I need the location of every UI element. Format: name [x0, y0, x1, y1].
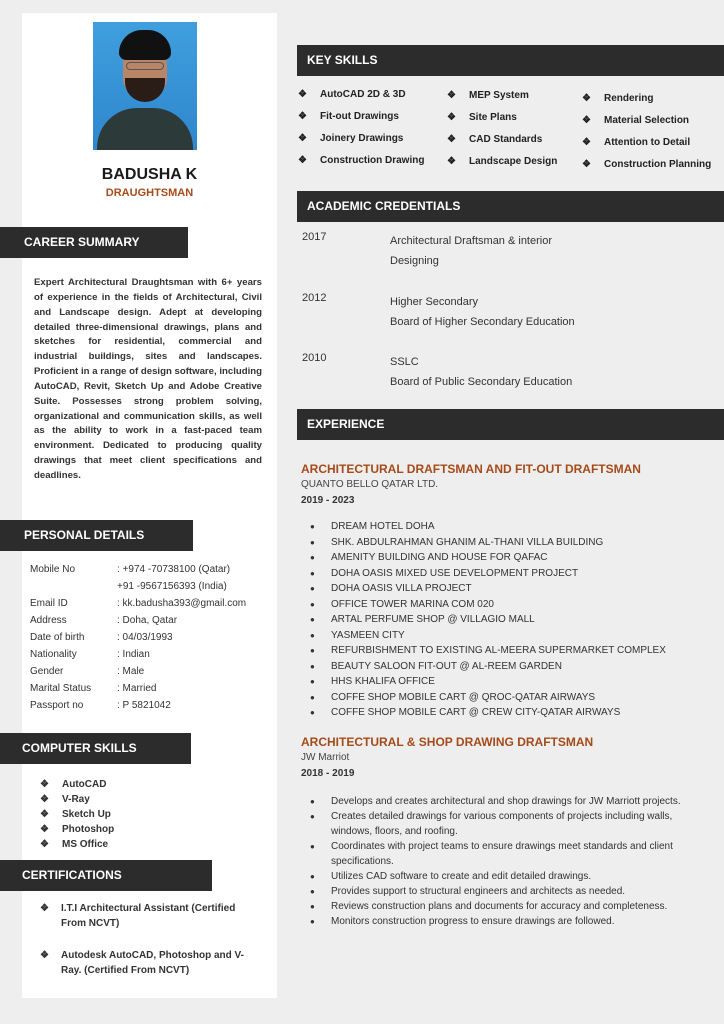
academic-year: 2017 — [302, 231, 327, 243]
personal-detail-row — [30, 646, 267, 663]
diamond-bullet-icon: ❖ — [40, 903, 49, 914]
bullet-dot-icon: ● — [310, 677, 315, 686]
academic-year: 2010 — [302, 352, 327, 364]
bullet-dot-icon: ● — [310, 646, 315, 655]
project-item-text: COFFE SHOP MOBILE CART @ CREW CITY-QATAR AIRWAYS — [331, 707, 621, 718]
project-item-text: DOHA OASIS MIXED USE DEVELOPMENT PROJECT — [331, 567, 579, 579]
key-skill-label: Construction Drawing — [320, 155, 425, 166]
personal-detail-value: : +974 -70738100 (Qatar) — [117, 564, 231, 575]
computer-skill-label: MS Office — [62, 839, 109, 850]
personal-detail-label: Marital Status — [30, 683, 92, 694]
personal-detail-label: Passport no — [30, 700, 84, 711]
diamond-bullet-icon: ❖ — [582, 93, 591, 104]
key-skill-label: MEP System — [469, 90, 529, 101]
bullet-dot-icon: ● — [310, 661, 315, 671]
duty-item — [310, 869, 716, 884]
key-skill-label: Joinery Drawings — [320, 133, 404, 144]
computer-skills-heading: COMPUTER SKILLS — [0, 733, 191, 764]
certifications-list — [40, 901, 260, 995]
personal-detail-row — [30, 629, 267, 646]
diamond-bullet-icon: ❖ — [40, 839, 49, 850]
diamond-bullet-icon: ❖ — [582, 115, 591, 126]
computer-skill — [40, 777, 114, 792]
personal-detail-label: Nationality — [30, 649, 77, 660]
project-item-text: COFFE SHOP MOBILE CART @ QROC-QATAR AIRWAYS — [331, 691, 596, 703]
diamond-bullet-icon: ❖ — [447, 112, 456, 123]
job-company: QUANTO BELLO QATAR LTD. — [301, 479, 439, 490]
key-skill-label: Construction Planning — [604, 159, 712, 170]
experience-heading: EXPERIENCE — [297, 409, 724, 440]
key-skill — [298, 128, 424, 150]
project-item-text: REFURBISHMENT TO EXISTING AL-MEERA SUPERMARKET COMPLEX — [331, 645, 666, 656]
key-skill — [447, 129, 557, 151]
bullet-dot-icon: ● — [310, 537, 315, 547]
academic-line1: SSLC — [390, 356, 419, 368]
key-skill — [298, 150, 424, 172]
computer-skill-label: AutoCAD — [62, 779, 107, 790]
job-company: JW Marriot — [301, 752, 350, 763]
diamond-bullet-icon: ❖ — [40, 824, 49, 835]
diamond-bullet-icon: ❖ — [40, 809, 49, 820]
diamond-bullet-icon: ❖ — [447, 134, 456, 145]
bullet-dot-icon: ● — [310, 917, 315, 926]
academic-year: 2012 — [302, 292, 327, 304]
personal-detail-value: : 04/03/1993 — [117, 632, 173, 643]
bullet-dot-icon: ● — [310, 522, 315, 531]
personal-details — [30, 561, 267, 714]
key-skill — [582, 132, 711, 154]
personal-detail-value: : kk.badusha393@gmail.com — [117, 598, 247, 609]
bullet-dot-icon: ● — [310, 692, 315, 702]
key-skill-label: Landscape Design — [469, 156, 558, 167]
key-skills-col-1 — [298, 84, 424, 172]
project-item — [310, 705, 666, 721]
project-list — [310, 519, 666, 721]
project-item-text: SHK. ABDULRAHMAN GHANIM AL-THANI VILLA BUILDING — [331, 536, 604, 548]
candidate-role: DRAUGHTSMAN — [105, 187, 194, 199]
project-item — [310, 535, 666, 551]
project-item — [310, 597, 666, 613]
diamond-bullet-icon: ❖ — [298, 133, 307, 144]
project-item — [310, 612, 666, 628]
diamond-bullet-icon: ❖ — [298, 111, 307, 122]
duty-item — [310, 809, 716, 839]
academic-line2: Board of Higher Secondary Education — [390, 316, 575, 328]
bullet-dot-icon: ● — [310, 842, 315, 851]
duty-item-text: Provides support to structural engineers and architects as needed. — [331, 886, 626, 897]
personal-detail-label: Date of birth — [30, 632, 85, 643]
personal-detail-row — [30, 663, 267, 680]
personal-details-heading: PERSONAL DETAILS — [0, 520, 193, 551]
bullet-dot-icon: ● — [310, 630, 315, 640]
personal-detail-label: Address — [30, 615, 67, 626]
key-skill — [298, 84, 424, 106]
personal-detail-value: +91 -9567156393 (India) — [117, 581, 227, 592]
certification — [40, 948, 260, 978]
key-skills-col-2 — [447, 85, 557, 173]
candidate-name: BADUSHA K — [101, 166, 198, 183]
project-item-text: HHS KHALIFA OFFICE — [331, 676, 435, 687]
diamond-bullet-icon: ❖ — [40, 794, 49, 805]
personal-detail-label: Gender — [30, 666, 64, 677]
project-item — [310, 659, 666, 675]
diamond-bullet-icon: ❖ — [40, 779, 49, 790]
personal-detail-row — [30, 595, 267, 612]
computer-skill-label: Photoshop — [62, 824, 115, 835]
bullet-dot-icon: ● — [310, 553, 315, 562]
key-skill-label: Rendering — [604, 93, 654, 104]
duty-item — [310, 839, 716, 869]
certification — [40, 901, 260, 931]
duty-item-text: Monitors construction progress to ensure drawings are followed. — [331, 916, 615, 927]
diamond-bullet-icon: ❖ — [298, 89, 307, 100]
job-years: 2018 - 2019 — [301, 768, 355, 779]
duty-item-text: Coordinates with project teams to ensure drawings meet standards and client specifications. — [331, 841, 673, 867]
duty-item-text: Reviews construction plans and documents for accuracy and completeness. — [331, 901, 668, 912]
project-item — [310, 628, 666, 644]
bullet-dot-icon: ● — [310, 615, 315, 624]
key-skill-label: Attention to Detail — [604, 137, 691, 148]
personal-detail-value: : Male — [117, 666, 145, 677]
project-item — [310, 643, 666, 659]
academic-credentials-heading: ACADEMIC CREDENTIALS — [297, 191, 724, 222]
duties-list — [310, 794, 716, 929]
personal-detail-value: : P 5821042 — [117, 700, 171, 711]
personal-detail-row — [30, 680, 267, 697]
key-skill-label: AutoCAD 2D & 3D — [320, 89, 406, 100]
personal-detail-value: : Married — [117, 683, 157, 694]
bullet-dot-icon: ● — [310, 812, 315, 821]
profile-photo — [93, 22, 197, 150]
certification-label: I.T.I Architectural Assistant (Certified From NCVT) — [61, 903, 236, 929]
project-item-text: OFFICE TOWER MARINA COM 020 — [331, 598, 494, 610]
project-item — [310, 566, 666, 582]
diamond-bullet-icon: ❖ — [298, 155, 307, 166]
personal-detail-label — [30, 578, 117, 595]
certifications-heading: CERTIFICATIONS — [0, 860, 212, 891]
personal-detail-row — [30, 612, 267, 629]
bullet-dot-icon: ● — [310, 708, 315, 717]
key-skill-label: CAD Standards — [469, 134, 543, 145]
computer-skill — [40, 837, 114, 852]
key-skill — [447, 85, 557, 107]
personal-detail-value: : Indian — [117, 649, 150, 660]
personal-detail-row — [30, 561, 267, 578]
project-item — [310, 519, 666, 535]
diamond-bullet-icon: ❖ — [40, 950, 49, 961]
duty-item-text: Utilizes CAD software to create and edit detailed drawings. — [331, 871, 592, 882]
project-item-text: DREAM HOTEL DOHA — [331, 521, 435, 532]
diamond-bullet-icon: ❖ — [447, 156, 456, 167]
key-skill — [447, 107, 557, 129]
computer-skill-label: Sketch Up — [62, 809, 111, 820]
computer-skill — [40, 807, 114, 822]
duty-item — [310, 794, 716, 809]
key-skill — [582, 88, 711, 110]
project-item — [310, 674, 666, 690]
job-years: 2019 - 2023 — [301, 495, 355, 506]
job-title: ARCHITECTURAL DRAFTSMAN AND FIT-OUT DRAFTSMAN — [301, 462, 641, 476]
personal-detail-label: Mobile No — [30, 564, 76, 575]
career-summary-heading: CAREER SUMMARY — [0, 227, 188, 258]
key-skill — [298, 106, 424, 128]
academic-line2: Designing — [390, 255, 439, 267]
project-item-text: YASMEEN CITY — [331, 629, 405, 641]
personal-detail-row — [30, 697, 267, 714]
duty-item-text: Develops and creates architectural and shop drawings for JW Marriott projects. — [331, 796, 681, 807]
key-skills-col-3 — [582, 88, 711, 176]
personal-detail-value: : Doha, Qatar — [117, 615, 178, 626]
key-skill — [447, 151, 557, 173]
project-item — [310, 690, 666, 706]
diamond-bullet-icon: ❖ — [582, 159, 591, 170]
key-skills-heading: KEY SKILLS — [297, 45, 724, 76]
job-title: ARCHITECTURAL & SHOP DRAWING DRAFTSMAN — [301, 735, 594, 749]
personal-detail-row — [30, 578, 267, 595]
duty-item — [310, 899, 716, 914]
certification-label: Autodesk AutoCAD, Photoshop and V-Ray. (Certified From NCVT) — [61, 950, 244, 976]
bullet-dot-icon: ● — [310, 872, 315, 881]
project-item-text: BEAUTY SALOON FIT-OUT @ AL-REEM GARDEN — [331, 660, 562, 672]
career-summary-text: Expert Architectural Draughtsman with 6+ years of experience in the fields of Architectural, Civil and Landscape design. Adept at developing detailed three-dimensional drawings, plans and sketches for residential, commercial and industrial buildings, sites and landscapes. Proficient in a range of design software, including AutoCAD, Revit, Sketch Up and Adobe Creative Suite. Possesses strong problem solving, organizational and communication skills, as well as the ability to work in a fast-paced team environment. Dedicated to producing quality drawings that meet client specifications and deadlines. — [34, 277, 262, 481]
computer-skill-label: V-Ray — [62, 794, 90, 805]
duty-item — [310, 884, 716, 899]
key-skill-label: Material Selection — [604, 115, 690, 126]
personal-detail-label: Email ID — [30, 598, 68, 609]
project-item — [310, 550, 666, 566]
duty-item-text: Creates detailed drawings for various components of projects including walls, windows, floors, and roofing. — [331, 811, 673, 837]
bullet-dot-icon: ● — [310, 599, 315, 609]
bullet-dot-icon: ● — [310, 902, 315, 911]
academic-line2: Board of Public Secondary Education — [390, 376, 573, 388]
project-item — [310, 581, 666, 597]
academic-line1: Architectural Draftsman & interior — [390, 235, 552, 247]
computer-skill — [40, 822, 114, 837]
bullet-dot-icon: ● — [310, 887, 315, 896]
key-skill-label: Site Plans — [469, 112, 517, 123]
project-item-text: AMENITY BUILDING AND HOUSE FOR QAFAC — [331, 552, 548, 563]
computer-skill — [40, 792, 114, 807]
key-skill — [582, 154, 711, 176]
bullet-dot-icon: ● — [310, 568, 315, 578]
diamond-bullet-icon: ❖ — [447, 90, 456, 101]
project-item-text: ARTAL PERFUME SHOP @ VILLAGIO MALL — [331, 614, 535, 625]
duty-item — [310, 914, 716, 929]
key-skill-label: Fit-out Drawings — [320, 111, 399, 122]
bullet-dot-icon: ● — [310, 584, 315, 593]
computer-skills-list — [40, 777, 114, 852]
project-item-text: DOHA OASIS VILLA PROJECT — [331, 583, 472, 594]
diamond-bullet-icon: ❖ — [582, 137, 591, 148]
academic-line1: Higher Secondary — [390, 296, 479, 308]
key-skill — [582, 110, 711, 132]
bullet-dot-icon: ● — [310, 797, 315, 806]
